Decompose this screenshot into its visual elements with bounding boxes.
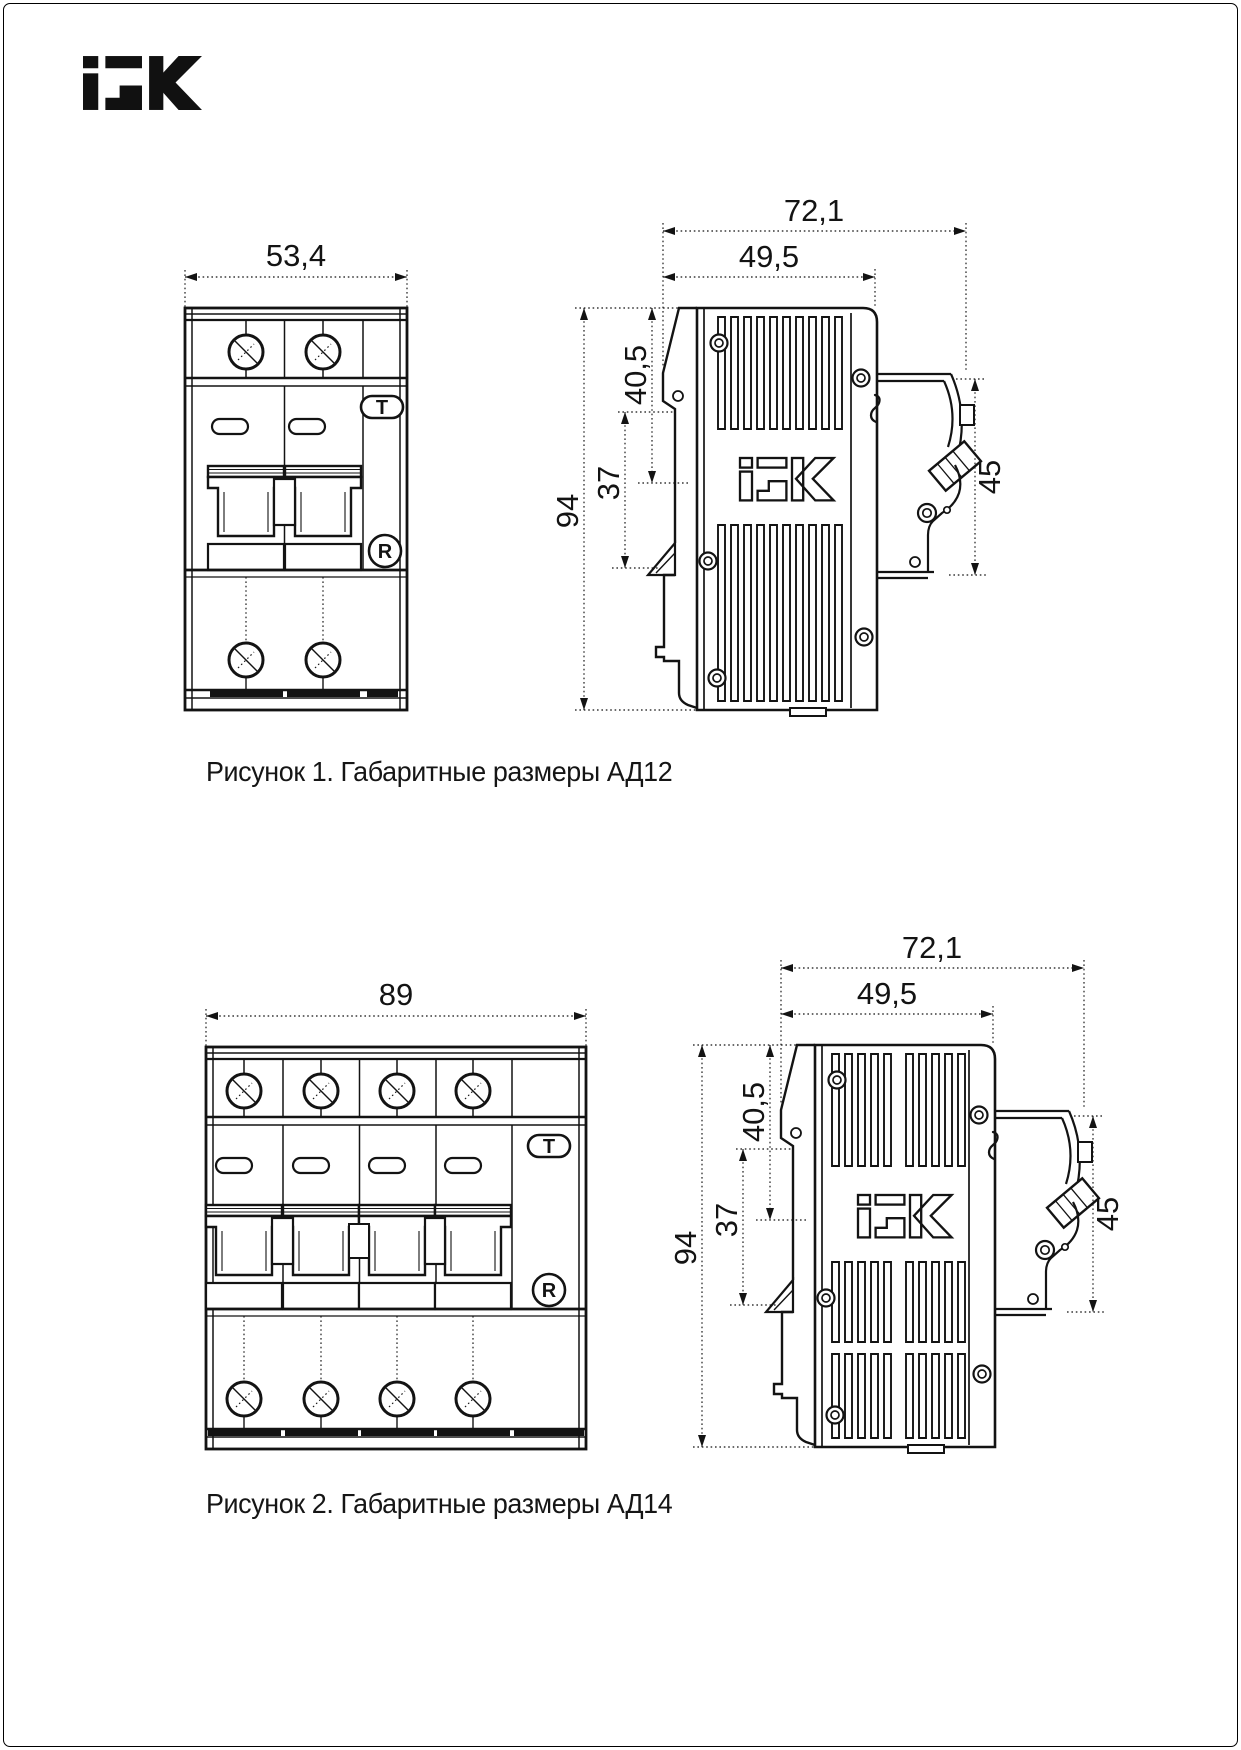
- terminal-screw: [304, 1382, 338, 1416]
- rivet: [700, 553, 717, 570]
- bottom-foot: [790, 708, 826, 716]
- toggle-base: [285, 544, 361, 570]
- din-rail-profile: [766, 1045, 815, 1445]
- toggle-handle: [208, 466, 284, 536]
- terminal-screw: [380, 1074, 414, 1108]
- dim-label-front-width: 53,4: [265, 238, 327, 273]
- switch-lever: [877, 374, 981, 578]
- toggle-base: [206, 1283, 282, 1309]
- pin: [1028, 1294, 1038, 1304]
- indicator-window: [289, 419, 325, 434]
- rivet: [818, 1290, 835, 1307]
- rivet: [974, 1366, 991, 1383]
- dim-label-front-span: 45: [1090, 1196, 1125, 1232]
- toggle-handle: [359, 1205, 435, 1275]
- rivet: [709, 670, 726, 687]
- test-button: [361, 396, 403, 419]
- terminal-barriers: [210, 691, 398, 697]
- rivet: [971, 1107, 988, 1124]
- rivet: [856, 629, 873, 646]
- dim-label-front-width: 89: [378, 977, 414, 1012]
- figure2-caption: Рисунок 2. Габаритные размеры АД14: [206, 1488, 673, 1519]
- toggle-handle: [206, 1205, 282, 1275]
- reset-button-label: R: [377, 541, 393, 563]
- iek-logo: [83, 56, 203, 110]
- test-button-label: T: [375, 397, 389, 419]
- logo-e-body: [105, 86, 142, 110]
- fig2-side-body: [815, 1045, 998, 1453]
- reset-button: [533, 1274, 565, 1306]
- dim-label-depth-total: 72,1: [783, 193, 845, 228]
- hook-pin: [791, 1128, 801, 1138]
- toggle-handle: [283, 1205, 359, 1275]
- terminal-screw: [456, 1382, 490, 1416]
- reset-button-label: R: [541, 1280, 557, 1302]
- switch-lever: [995, 1111, 1099, 1315]
- dim-label-depth-body: 49,5: [738, 239, 800, 274]
- dim-label-front-span: 45: [972, 459, 1007, 495]
- rivet: [1036, 1241, 1054, 1259]
- dim-label-rail-span: 37: [591, 465, 626, 501]
- fig2-front-body: [206, 1047, 586, 1449]
- terminal-screw: [306, 335, 340, 369]
- bottom-foot: [908, 1445, 944, 1453]
- fig2-side-view: [660, 912, 1128, 1467]
- fig2-front-view: [203, 958, 593, 1463]
- indicator-window: [216, 1158, 252, 1173]
- terminal-screw: [304, 1074, 338, 1108]
- rivet: [711, 335, 728, 352]
- dim-label-height: 94: [550, 493, 585, 529]
- rivet: [918, 504, 936, 522]
- terminal-screw: [227, 1074, 261, 1108]
- fig1-front-view: [182, 225, 417, 725]
- pin: [910, 557, 920, 567]
- indicator-window: [293, 1158, 329, 1173]
- toggle-coupling: [349, 1224, 369, 1258]
- toggle-coupling: [274, 479, 295, 525]
- toggle-coupling: [272, 1218, 293, 1264]
- terminal-screw: [456, 1074, 490, 1108]
- terminal-barriers: [208, 1430, 584, 1436]
- test-button-label: T: [542, 1136, 556, 1158]
- reset-button: [369, 535, 401, 567]
- toggle-coupling: [425, 1218, 445, 1264]
- toggle-handle: [435, 1205, 511, 1275]
- fig1-side-body: [697, 308, 880, 716]
- iek-logo-glyphs: [83, 56, 202, 110]
- terminal-screw: [227, 1382, 261, 1416]
- din-rail-profile: [648, 308, 697, 708]
- indicator-window: [445, 1158, 481, 1173]
- lever-stop: [1078, 1142, 1092, 1162]
- logo-i-stem: [83, 73, 98, 110]
- toggle-base: [359, 1283, 435, 1309]
- toggle-handle: [285, 466, 361, 536]
- logo-e-top: [105, 56, 142, 68]
- rivet: [829, 1072, 846, 1089]
- rivet: [853, 370, 870, 387]
- terminal-screw: [229, 335, 263, 369]
- fig1-front-width-dimension: [185, 238, 407, 308]
- dim-label-depth-total: 72,1: [901, 930, 963, 965]
- toggle-base: [208, 544, 284, 570]
- din-latch: [766, 1280, 793, 1312]
- pin: [1062, 1244, 1068, 1250]
- terminal-screw: [229, 643, 263, 677]
- dim-label-top-offset: 40,5: [618, 344, 653, 406]
- indicator-window: [212, 419, 248, 434]
- logo-i-dot: [83, 56, 98, 68]
- toggle-base: [283, 1283, 359, 1309]
- lever-stop: [960, 405, 974, 425]
- hook-pin: [673, 391, 683, 401]
- rivet: [827, 1407, 844, 1424]
- dim-label-top-offset: 40,5: [736, 1081, 771, 1143]
- din-latch: [648, 543, 675, 575]
- pin: [944, 507, 950, 513]
- terminal-screw: [380, 1382, 414, 1416]
- toggle-base: [435, 1283, 511, 1309]
- figure1-caption: Рисунок 1. Габаритные размеры АД12: [206, 756, 673, 787]
- test-button: [528, 1135, 570, 1158]
- fig1-side-view: [542, 175, 1010, 730]
- terminal-screw: [306, 643, 340, 677]
- indicator-window: [369, 1158, 405, 1173]
- dim-label-rail-span: 37: [709, 1202, 744, 1238]
- dim-label-depth-body: 49,5: [856, 976, 918, 1011]
- fig1-front-body: [185, 308, 407, 710]
- dim-label-height: 94: [668, 1230, 703, 1266]
- fig2-front-width-dimension: [206, 977, 586, 1047]
